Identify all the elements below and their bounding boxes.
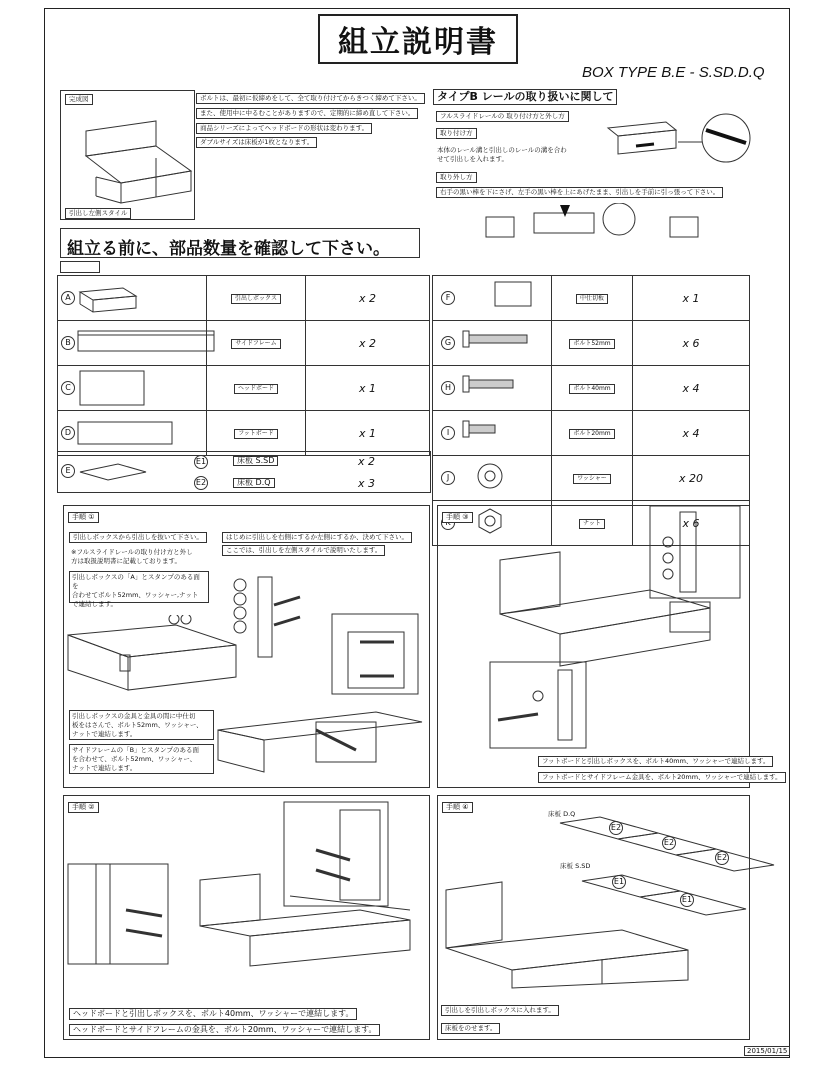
part-qty-d: x 1 [358, 426, 376, 440]
step-4-e2-mark-3: E2 [715, 851, 729, 865]
floor-board-ssd-label: 床板 S.SD [560, 862, 591, 870]
floor-board-icon [78, 460, 148, 490]
part-name-d: フットボード [234, 429, 278, 439]
part-mark-c: C [61, 381, 75, 395]
step-1-text-4a: ※フルスライドレールの取り付け方と外し [71, 548, 193, 556]
part-row-a [58, 276, 430, 321]
rail-remove-drawing [484, 203, 704, 243]
part-mark-e1: E1 [194, 455, 208, 469]
part-qty-k: x 6 [682, 516, 700, 530]
part-name-j: ワッシャー [573, 474, 611, 484]
step-1-text-6a: 引出しボックスの金具と金具の間に中仕切 [72, 712, 196, 720]
bolt-52mm-icon [461, 329, 531, 349]
step-1-text-5c: で連結します。 [72, 600, 117, 608]
part-row-f [433, 276, 750, 321]
step-1-divider-detail [330, 612, 420, 697]
rail-attach-text-1: 本体のレール溝と引出しのレールの溝を合わ [437, 146, 567, 154]
rail-remove-label: 取り外し方 [436, 172, 477, 183]
step-1-text-7c: ナットで連結します。 [72, 764, 137, 772]
note-4: ダブルサイズは床板が1枚となります。 [196, 137, 317, 148]
part-mark-e2: E2 [194, 476, 208, 490]
complete-figure-panel [60, 90, 195, 220]
part-mark-e: E [61, 464, 75, 478]
part-row-i [433, 411, 750, 456]
part-name-i: ボルト20mm [569, 429, 614, 439]
step-1-bolt-detail [230, 575, 310, 660]
step-4-bed-drawing [442, 880, 692, 990]
note-2: また、使用中に中るむことがありますので、定期的に締め直して下さい。 [196, 108, 418, 119]
part-name-g: ボルト52mm [569, 339, 614, 349]
part-row-c [58, 366, 430, 411]
step-1-side-frame-drawing [216, 700, 426, 780]
part-qty-b: x 2 [358, 336, 376, 350]
model-number: BOX TYPE B.E - S.SD.D.Q [582, 64, 765, 81]
floor-board-dq-label: 床板 D.Q [548, 810, 576, 818]
part-mark-b: B [61, 336, 75, 350]
part-row-h [433, 366, 750, 411]
step-3-bolt-detail [488, 660, 588, 750]
part-mark-i: I [441, 426, 455, 440]
step-1-text-5-box [69, 571, 209, 608]
step-1-label: 手順 ① [68, 512, 99, 523]
step-1-text-2: はじめに引出しを右側にするか左側にするか、決めて下さい。 [222, 532, 412, 543]
note-1: ボルトは、最初に仮締めをして、全て取り付けてからきつく締めて下さい。 [196, 93, 425, 104]
step-4-e1-mark-2: E1 [680, 893, 694, 907]
washer-icon [475, 461, 505, 491]
rail-heading: タイプB レールの取り扱いに関して [433, 89, 617, 105]
document-title: 組立説明書 [318, 14, 518, 64]
step-2-text-2: ヘッドボードとサイドフレームの金具を、ボルト20mm、ワッシャーで連結します。 [69, 1024, 380, 1036]
part-qty-i: x 4 [682, 426, 700, 440]
step-4-e2-mark-2: E2 [662, 836, 676, 850]
rail-subheading: フルスライドレールの 取り付け方と外し方 [436, 111, 569, 122]
part-mark-h: H [441, 381, 455, 395]
step-1-text-7-box [69, 744, 214, 774]
part-row-j [433, 456, 750, 501]
rail-remove-text: 右手の黒い棒を下にさげ、左手の黒い棒を上にあげたまま、引出しを手前に引っ張って下さい。 [436, 187, 723, 198]
part-name-h: ボルト40mm [569, 384, 614, 394]
part-row-b [58, 321, 430, 366]
part-mark-a: A [61, 291, 75, 305]
step-3-label: 手順 ③ [442, 512, 473, 523]
part-name-e1: 床板 S.SD [233, 456, 278, 466]
step-1-text-3: ここでは、引出しを左側スタイルで説明いたします。 [222, 545, 385, 556]
divider-icon [493, 280, 533, 310]
parts-table-left [57, 275, 430, 456]
part-row-g [433, 321, 750, 366]
bolt-20mm-icon [461, 419, 501, 439]
step-4-text-1: 引出しを引出しボックスに入れます。 [441, 1005, 559, 1016]
part-name-k: ナット [579, 519, 605, 529]
part-qty-j: x 20 [678, 471, 703, 485]
step-1-text-6c: ナットで連結します。 [72, 730, 137, 738]
part-qty-h: x 4 [682, 381, 700, 395]
rail-attach-label: 取り付け方 [436, 128, 477, 139]
step-2-label: 手順 ② [68, 802, 99, 813]
part-qty-f: x 1 [682, 291, 700, 305]
part-mark-j: J [441, 471, 455, 485]
step-1-text-7b: を合わせて、ボルト52mm、ワッシャー、 [72, 755, 197, 763]
side-frame-icon [76, 327, 216, 357]
step-3-text-2: フットボードとサイドフレーム金具を、ボルト20mm、ワッシャーで連結します。 [538, 772, 786, 783]
headboard-icon [78, 369, 148, 409]
step-1-text-6b: 板をはさんで、ボルト52mm、ワッシャー、 [72, 721, 203, 729]
footboard-icon [76, 418, 176, 448]
step-4-text-2: 床板をのせます。 [441, 1023, 500, 1034]
blank-tab [60, 261, 100, 273]
part-mark-f: F [441, 291, 455, 305]
part-qty-e2: x 3 [358, 477, 376, 490]
rail-attach-drawing [606, 108, 766, 173]
part-qty-a: x 2 [358, 291, 376, 305]
part-name-c: ヘッドボード [234, 384, 278, 394]
step-1-text-6-box [69, 710, 214, 740]
step-1-text-7a: サイドフレームの「B」とスタンプのある面 [72, 746, 200, 754]
part-row-d [58, 411, 430, 456]
step-1-text-5b: 合わせてボルト52mm、ワッシャー,ナット [72, 591, 199, 599]
part-mark-g: G [441, 336, 455, 350]
part-row-e [57, 451, 431, 493]
step-1-text-4b: 方は取扱説明書に記載しております。 [71, 557, 181, 565]
rail-attach-text-2: せて引出しを入れます。 [437, 155, 508, 163]
bolt-40mm-icon [461, 374, 521, 394]
complete-bed-drawing [61, 91, 196, 221]
part-name-f: 中仕切板 [576, 294, 608, 304]
complete-caption: 引出し左側スタイル [65, 208, 131, 219]
complete-label: 完成図 [65, 94, 93, 105]
step-4-e2-mark-1: E2 [609, 821, 623, 835]
part-name-e2: 床板 D.Q [233, 478, 275, 488]
step-2-text-1: ヘッドボードと引出しボックスを、ボルト40mm、ワッシャーで連結します。 [69, 1008, 357, 1020]
part-qty-e1: x 2 [358, 455, 376, 468]
drawer-box-icon [78, 284, 138, 314]
step-1-text-1: 引出しボックスから引出しを抜いて下さい。 [69, 532, 207, 543]
part-name-b: サイドフレーム [231, 339, 280, 349]
step-3-text-1: フットボードと引出しボックスを、ボルト40mm、ワッシャーで連結します。 [538, 756, 773, 767]
part-qty-g: x 6 [682, 336, 700, 350]
part-name-a: 引出しボックス [231, 294, 281, 304]
note-3: 商品シリーズによってヘッドボードの形状は変わります。 [196, 123, 372, 134]
step-3-assembly-drawing [490, 550, 730, 670]
step-2-headboard-detail [66, 860, 176, 970]
step-4-label: 手順 ④ [442, 802, 473, 813]
part-qty-c: x 1 [358, 381, 376, 395]
step-4-e1-mark-1: E1 [612, 875, 626, 889]
parts-check-heading: 組立る前に、部品数量を確認して下さい。 [60, 228, 420, 258]
step-2-assembly-drawing [180, 870, 420, 970]
part-mark-d: D [61, 426, 75, 440]
step-1-drawer-box-drawing [66, 615, 246, 695]
step-1-text-5a: 引出しボックスの「A」とスタンプのある面を [72, 573, 200, 590]
document-date: 2015/01/15 [744, 1046, 790, 1056]
